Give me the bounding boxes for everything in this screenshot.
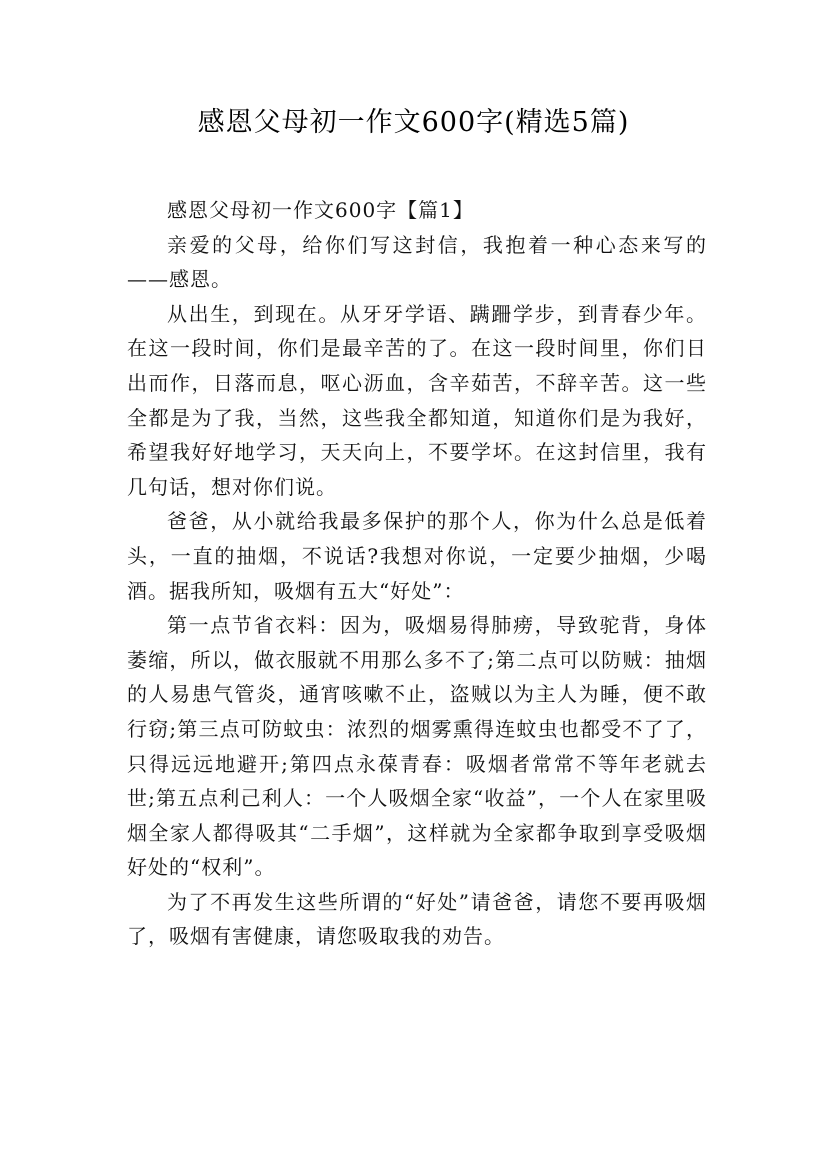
paragraph: 为了不再发生这些所谓的“好处”请爸爸，请您不要再吸烟了，吸烟有害健康，请您吸取我的劝告。 (127, 889, 707, 949)
section-heading: 感恩父母初一作文600字【篇1】 (167, 198, 474, 222)
paragraph: 第一点节省衣料：因为，吸烟易得肺痨，导致驼背，身体萎缩，所以，做衣服就不用那么多不了;第二点可以防贼：抽烟的人易患气管炎，通宵咳嗽不止，盗贼以为主人为睡，便不敢行窃;第三点可防蚊虫：浓烈的烟雾熏得连蚊虫也都受不了了，只得远远地避开;第四点永葆青春：吸烟者常常不等年老就去世;第五点利己利人：一个人吸烟全家“收益”，一个人在家里吸烟全家人都得吸其“二手烟”，这样就为全家都争取到享受吸烟好处的“权利”。 (127, 613, 707, 880)
document-title: 感恩父母初一作文600字(精选5篇) (197, 107, 630, 138)
paragraph: 亲爱的父母，给你们写这封信，我抱着一种心态来写的——感恩。 (127, 232, 707, 292)
paragraph: 爸爸，从小就给我最多保护的那个人，你为什么总是低着头，一直的抽烟，不说话?我想对你说，一定要少抽烟，少喝酒。据我所知，吸烟有五大“好处”： (127, 509, 707, 603)
document-body (127, 193, 707, 954)
paragraph: 从出生，到现在。从牙牙学语、蹒跚学步，到青春少年。在这一段时间，你们是最辛苦的了。在这一段时间里，你们日出而作，日落而息，呕心沥血，含辛茹苦，不辞辛苦。这一些全都是为了我，当然，这些我全都知道，知道你们是为我好，希望我好好地学习，天天向上，不要学坏。在这封信里，我有几句话，想对你们说。 (127, 301, 707, 499)
